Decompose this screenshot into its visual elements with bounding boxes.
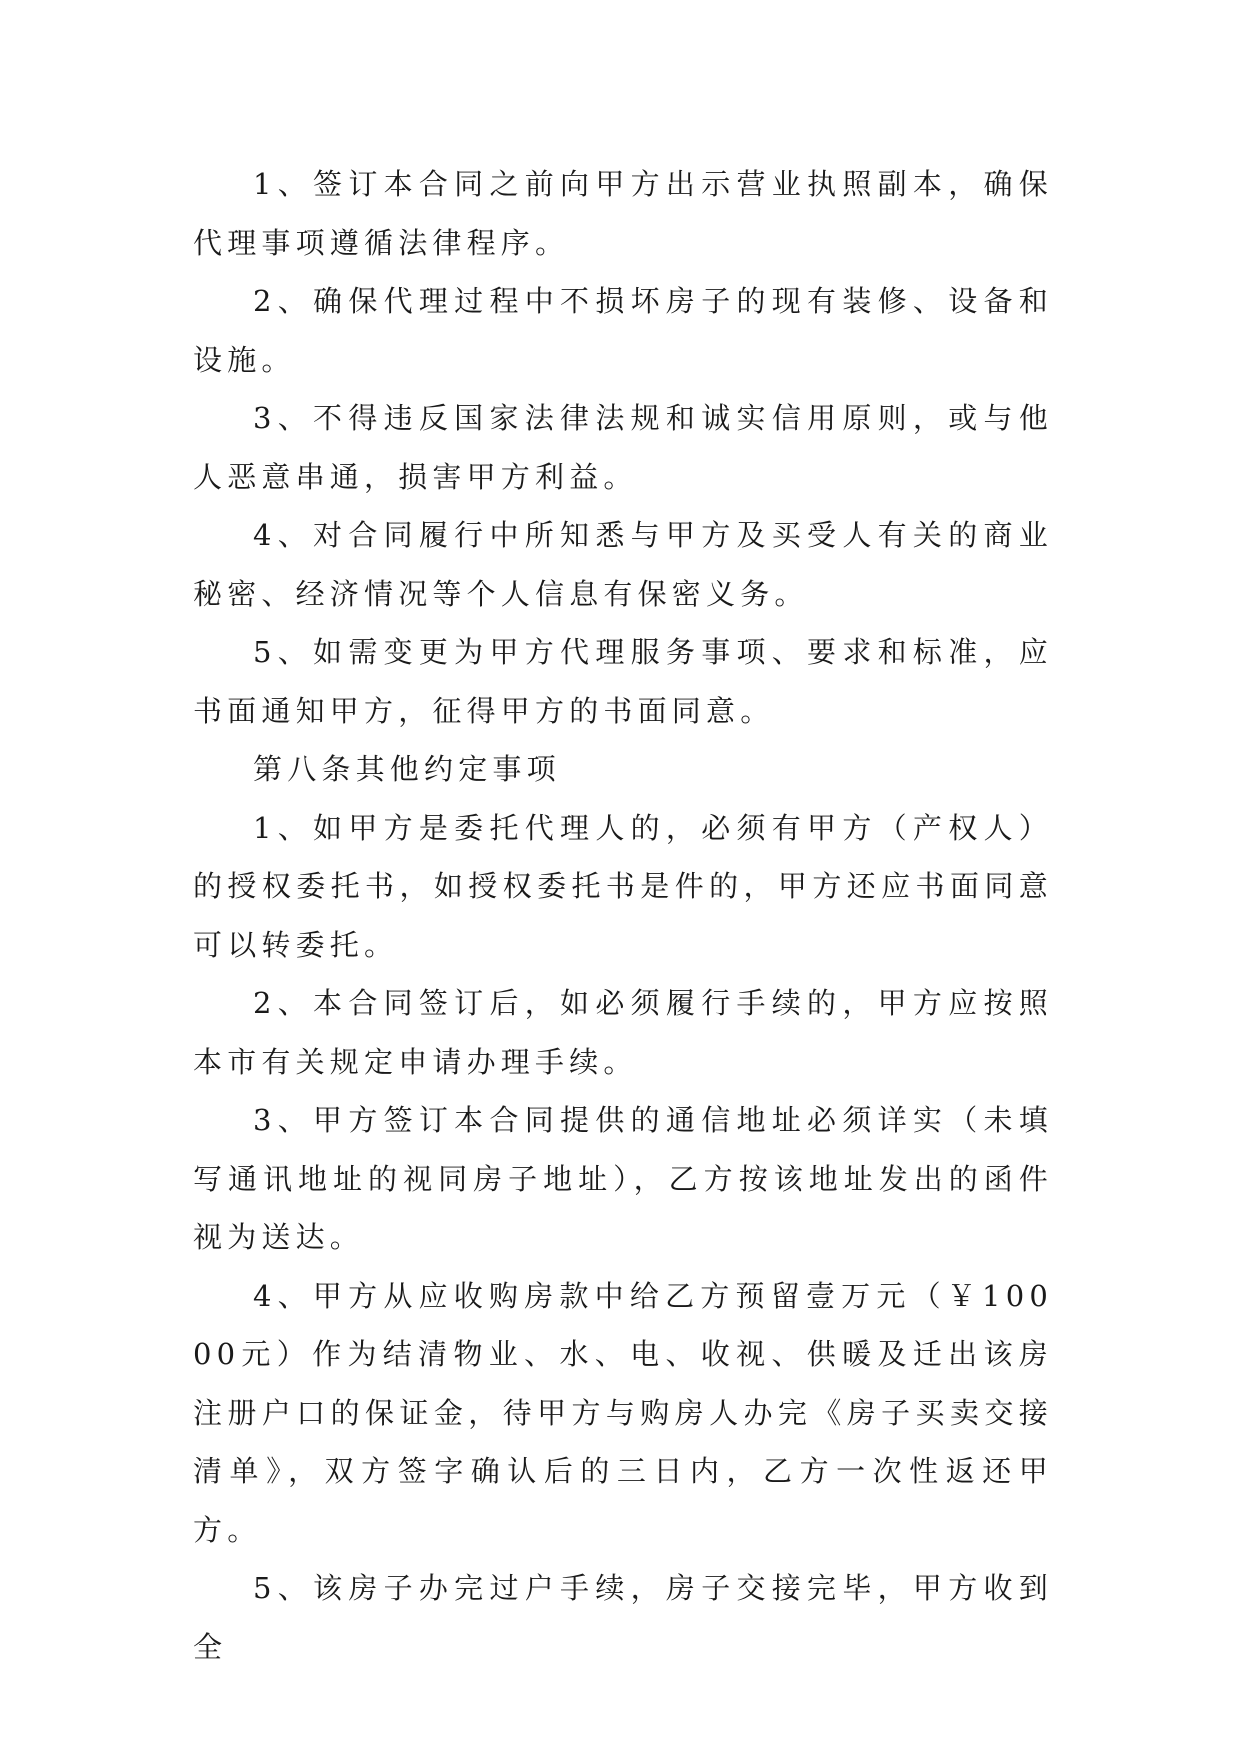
clause-paragraph: 4、对合同履行中所知悉与甲方及买受人有关的商业秘密、经济情况等个人信息有保密义务。 <box>193 518 1053 611</box>
section-heading: 第八条其他约定事项 <box>253 752 561 786</box>
clause-paragraph: 4、甲方从应收购房款中给乙方预留壹万元（￥10000元）作为结清物业、水、电、收视、供暖及迁出该房注册户口的保证金，待甲方与购房人办完《房子买卖交接清单》，双方签字确认后的三日内，乙方一次性返还甲方。 <box>193 1278 1053 1547</box>
clause-paragraph: 3、甲方签订本合同提供的通信地址必须详实（未填写通讯地址的视同房子地址），乙方按该地址发出的函件视为送达。 <box>193 1103 1053 1254</box>
clause-paragraph: 5、该房子办完过户手续，房子交接完毕，甲方收到全 <box>193 1571 1053 1664</box>
clause-paragraph: 2、本合同签订后，如必须履行手续的，甲方应按照本市有关规定申请办理手续。 <box>193 986 1053 1079</box>
clause-paragraph: 2、确保代理过程中不损坏房子的现有装修、设备和设施。 <box>193 284 1053 377</box>
clause-paragraph: 1、如甲方是委托代理人的，必须有甲方（产权人）的授权委托书，如授权委托书是件的，甲方还应书面同意可以转委托。 <box>193 810 1053 962</box>
clause-paragraph: 3、不得违反国家法律法规和诚实信用原则，或与他人恶意串通，损害甲方利益。 <box>193 401 1053 494</box>
document-body <box>193 155 1053 1676</box>
clause-paragraph: 1、签订本合同之前向甲方出示营业执照副本，确保代理事项遵循法律程序。 <box>193 167 1053 260</box>
clause-paragraph: 5、如需变更为甲方代理服务事项、要求和标准，应书面通知甲方，征得甲方的书面同意。 <box>193 635 1053 728</box>
